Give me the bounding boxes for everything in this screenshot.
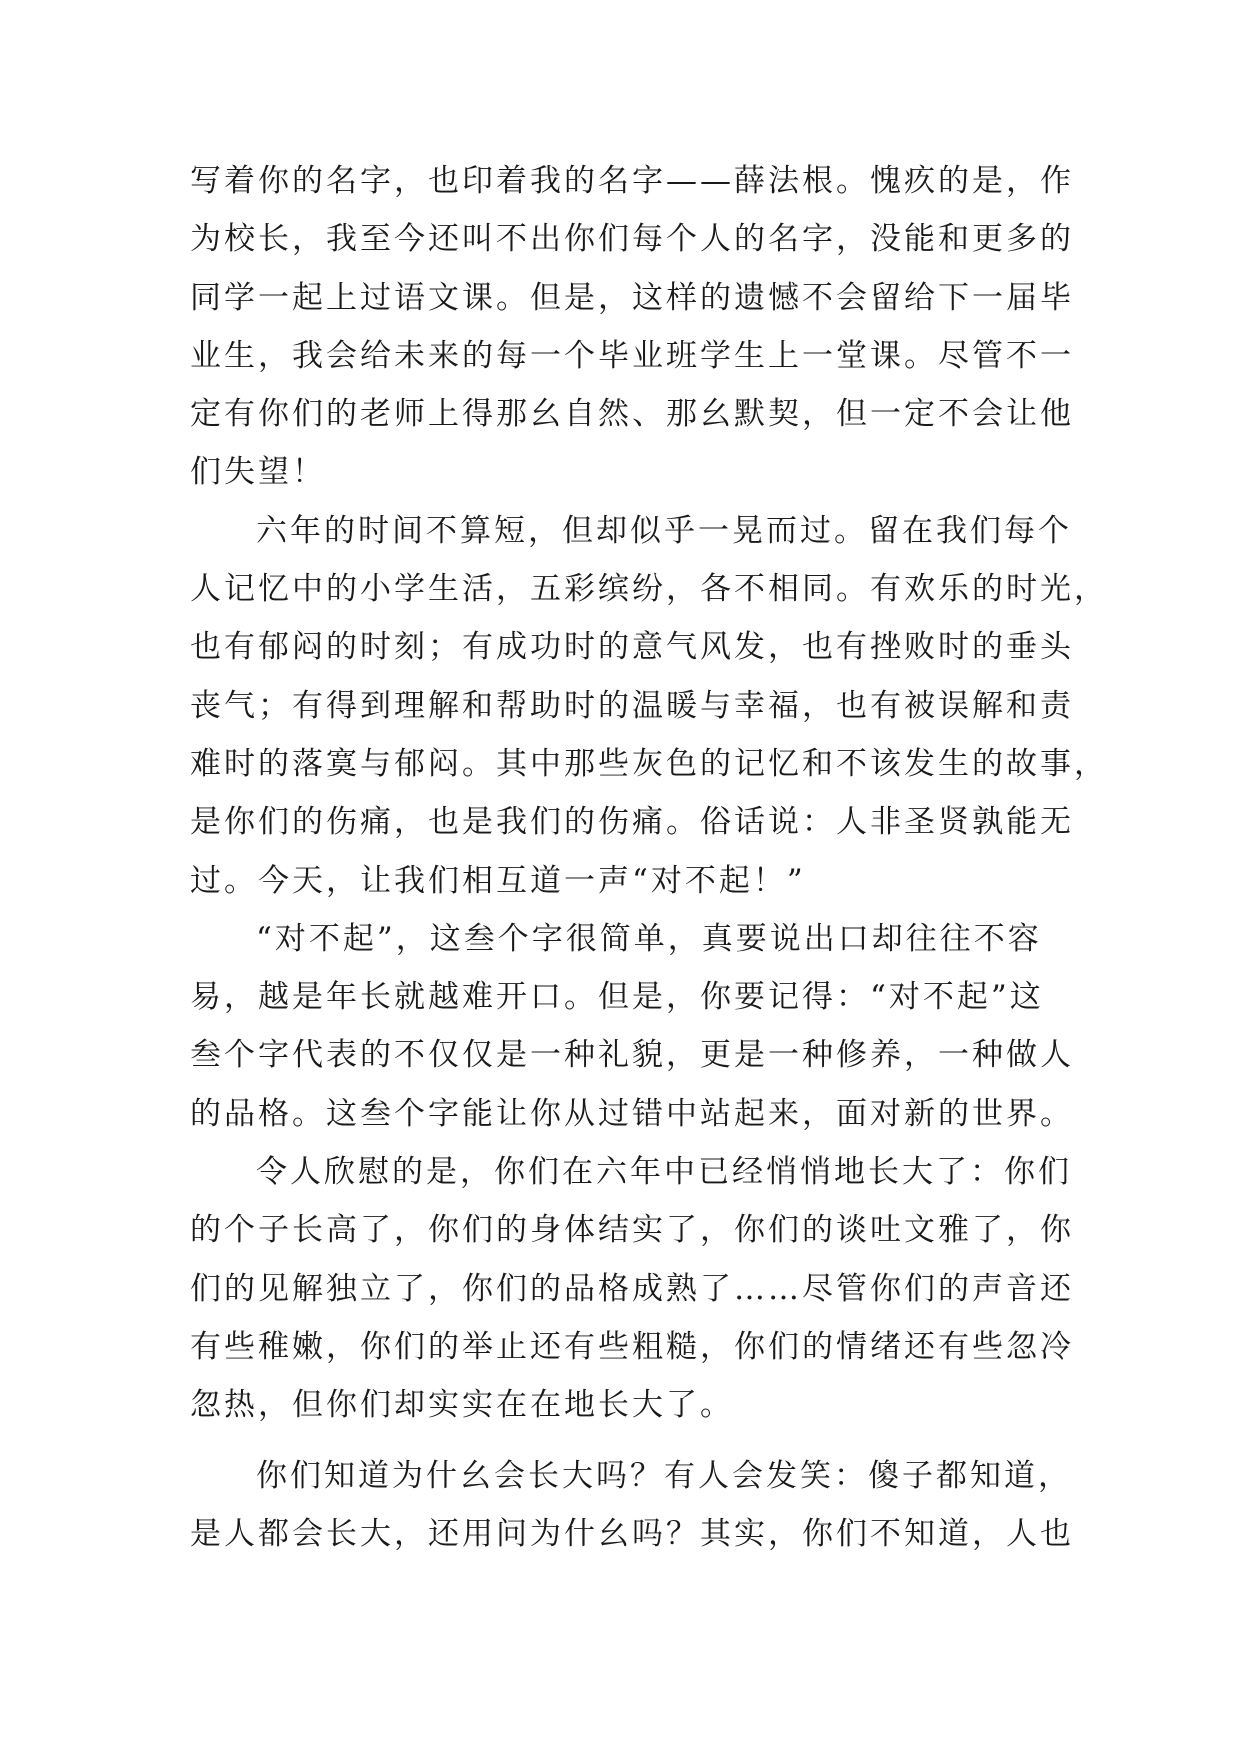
text-line: 难时的落寞与郁闷。其中那些灰色的记忆和不该发生的故事， [190,745,1108,782]
text-line: 业生，我会给未来的每一个毕业班学生上一堂课。尽管不一 [190,337,1074,374]
text-line: 是你们的伤痛，也是我们的伤痛。俗话说：人非圣贤孰能无 [190,804,1074,841]
text-line: 为校长，我至今还叫不出你们每个人的名字，没能和更多的 [190,221,1074,258]
body-text [190,152,1108,1563]
paragraph-first-line: 六年的时间不算短，但却似乎一晃而过。留在我们每个 [256,512,1072,549]
text-line: 有些稚嫩，你们的举止还有些粗糙，你们的情绪还有些忽冷 [190,1328,1074,1365]
text-line: 也有郁闷的时刻；有成功时的意气风发，也有挫败时的垂头 [190,629,1074,666]
text-line: 忽热，但你们却实实在在地长大了。 [190,1387,734,1424]
text-line: 易，越是年长就越难开口。但是，你要记得：“对不起”这 [190,979,1044,1016]
text-line: 过。今天，让我们相互道一声“对不起！” [190,862,806,899]
text-line: 丧气；有得到理解和帮助时的温暖与幸福，也有被误解和责 [190,687,1074,724]
text-line: 的品格。这叁个字能让你从过错中站起来，面对新的世界。 [190,1095,1074,1132]
text-line: 定有你们的老师上得那幺自然、那幺默契，但一定不会让他 [190,396,1074,433]
paragraph-first-line: “对不起”，这叁个字很简单，真要说出口却往往不容 [256,920,1042,957]
text-line: 人记忆中的小学生活，五彩缤纷，各不相同。有欢乐的时光， [190,571,1108,608]
text-line: 写着你的名字，也印着我的名字——薛法根。愧疚的是，作 [190,163,1074,199]
text-line: 是人都会长大，还用问为什幺吗？其实，你们不知道，人也 [190,1515,1074,1552]
text-line: 们失望！ [190,454,326,491]
text-line: 叁个字代表的不仅仅是一种礼貌，更是一种修养，一种做人 [190,1037,1074,1074]
text-line: 的个子长高了，你们的身体结实了，你们的谈吐文雅了，你 [190,1212,1074,1249]
paragraph-first-line: 令人欣慰的是，你们在六年中已经悄悄地长大了：你们 [256,1154,1072,1191]
paragraph-first-line: 你们知道为什幺会长大吗？有人会发笑：傻子都知道， [256,1457,1072,1494]
text-line: 们的见解独立了，你们的品格成熟了……尽管你们的声音还 [190,1270,1074,1307]
text-line: 同学一起上过语文课。但是，这样的遗憾不会留给下一届毕 [190,279,1074,316]
